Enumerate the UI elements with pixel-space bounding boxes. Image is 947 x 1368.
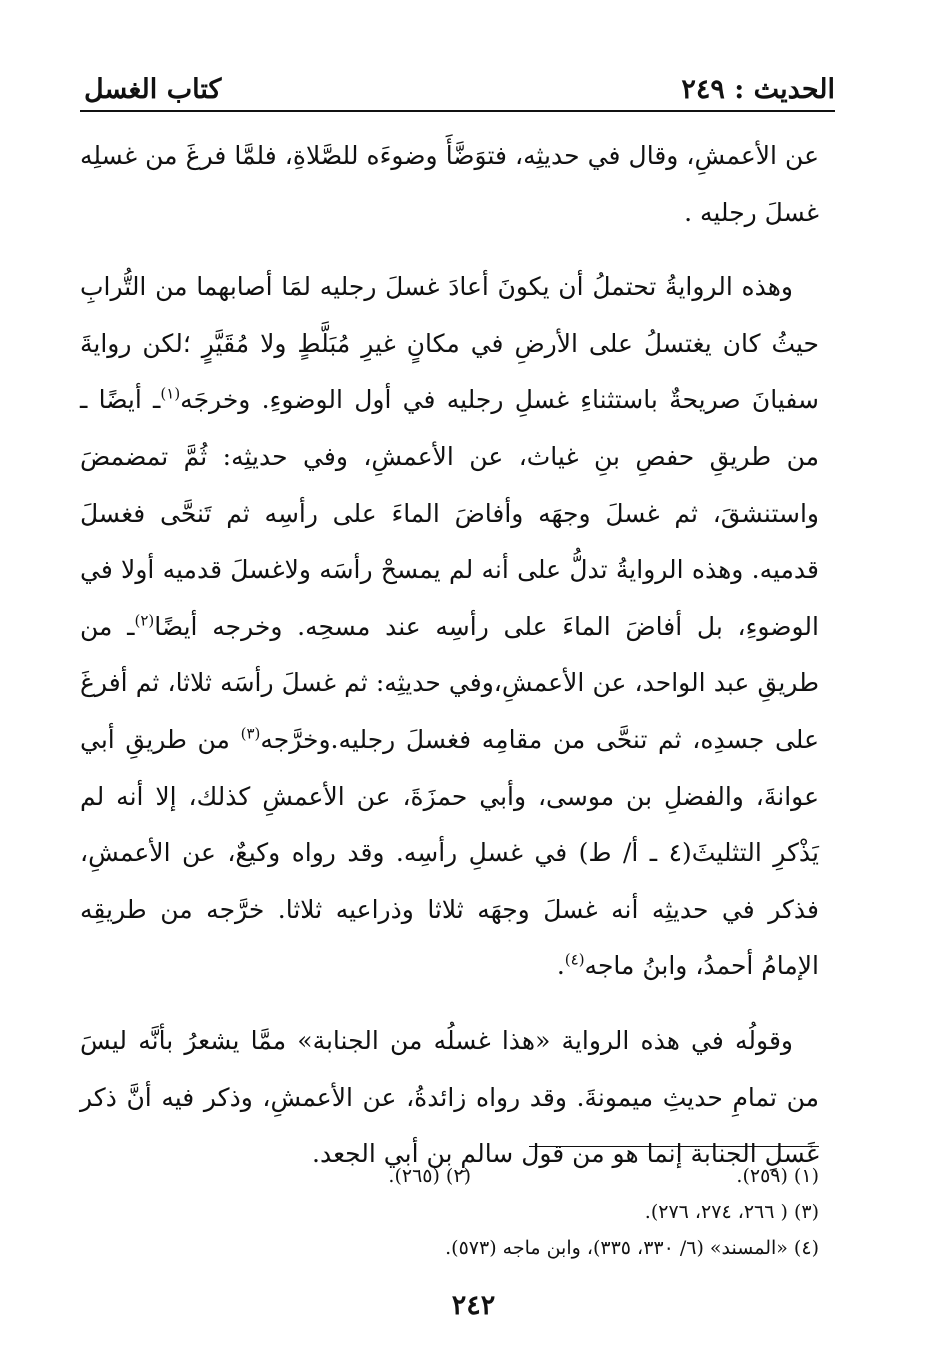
- paragraph-3: وقولُه في هذه الرواية «هذا غسلُه من الجنابة» ممَّا يشعرُ بأنَّه ليسَ من تمامِ حديثِ ميمونةَ. وقد رواه زائدةُ، عن الأعمشِ، وذكر فيه أنَّ ذكر غَسلِ الجنابة إنما هو من قول سالمِ بن أبي الجعد.: [80, 1025, 819, 1169]
- header-rule: [80, 110, 835, 112]
- hadith-number: الحديث : ٢٤٩: [681, 74, 835, 105]
- footnote-ref-1[interactable]: (١): [160, 385, 181, 404]
- book-title: كتاب الغسل: [84, 74, 222, 105]
- running-header: [80, 74, 835, 108]
- footnote-rule: [529, 1146, 819, 1147]
- footnote-row: [80, 1194, 819, 1230]
- paragraph-2: وهذه الروايةُ تحتملُ أن يكونَ أعادَ غسلَ رجليه لمَا أصابهما من التُّرابِ حيثُ كان يغتسلُ على الأرضِ في مكانٍ غيرِ مُبَلَّطٍ ولا مُقَيَّرٍ ؛لكن روايةَ سفيانَ صريحةٌ باستثناءِ غسلِ رجليه في أول الوضوءِ. وخرجَه$^{(١)}$ـ أيضًا ـ من طريقِ حفصِ بنِ غياث، عن الأعمشِ، وفي حديثِه: ثُمَّ تمضمضَ واستنشقَ، ثم غسلَ وجهَه وأفاضَ الماءَ على رأسِه ثم تَنحَّى فغسلَ قدميه. وهذه الروايةُ تدلُّ على أنه لم يمسحْ رأسَه ولاغسلَ قدميه أولا في الوضوءِ، بل أفاضَ الماءَ على رأسِه عند مسحِه. وخرجه أيضًا$^{(٢)}$ـ من طريقِ عبد الواحد، عن الأعمشِ،وفي حديثِه: ثم غسلَ رأسَه ثلاثا، ثم أفرغَ على جسدِه، ثم تنحَّى من مقامِه فغسلَ رجليه.وخرَّجه$^{(٣)}$ من طريقِ أبي عوانةَ، والفضلِ بن موسى، وأبي حمزَةَ، عن الأعمشِ كذلك، إلا أنه لم يَذْكرِ التثليثَ(٤ ـ أ/ ط) في غسلِ رأسِه. وقد رواه وكيعٌ، عن الأعمشِ، فذكر في حديثِه أنه غسلَ وجهَه ثلاثا وذراعيه ثلاثا. خرَّجه من طريقِه الإمامُ أحمدُ، وابنُ ماجه$^{(٤)}$.: [80, 272, 819, 981]
- footnote-ref-3[interactable]: (٣): [240, 724, 261, 743]
- footnote-ref-2[interactable]: (٢): [134, 611, 155, 630]
- footnote-1: (١) (٢٥٩).: [736, 1165, 819, 1187]
- main-text: [80, 128, 819, 1183]
- footnote-2: (٢) (٢٦٥).: [388, 1165, 471, 1187]
- footnote-row: [80, 1158, 819, 1194]
- page-number: ٢٤٢: [451, 1290, 496, 1321]
- footnotes: [80, 1158, 819, 1266]
- footnote-ref-4[interactable]: (٤): [564, 950, 585, 969]
- footnote-row: [80, 1230, 819, 1266]
- footnote-3: (٣) ( ٢٦٦، ٢٧٤، ٢٧٦).: [644, 1201, 819, 1223]
- footnote-4: (٤) «المسند» (٦/ ٣٣٠، ٣٣٥)، وابن ماجه (٥٧٣).: [445, 1237, 819, 1259]
- paragraph-1: عن الأعمشِ، وقال في حديثِه، فتوَضَّأَ وضوءَه للصَّلاةِ، فلمَّا فرغَ من غسلِه غسلَ رجليه .: [80, 141, 819, 227]
